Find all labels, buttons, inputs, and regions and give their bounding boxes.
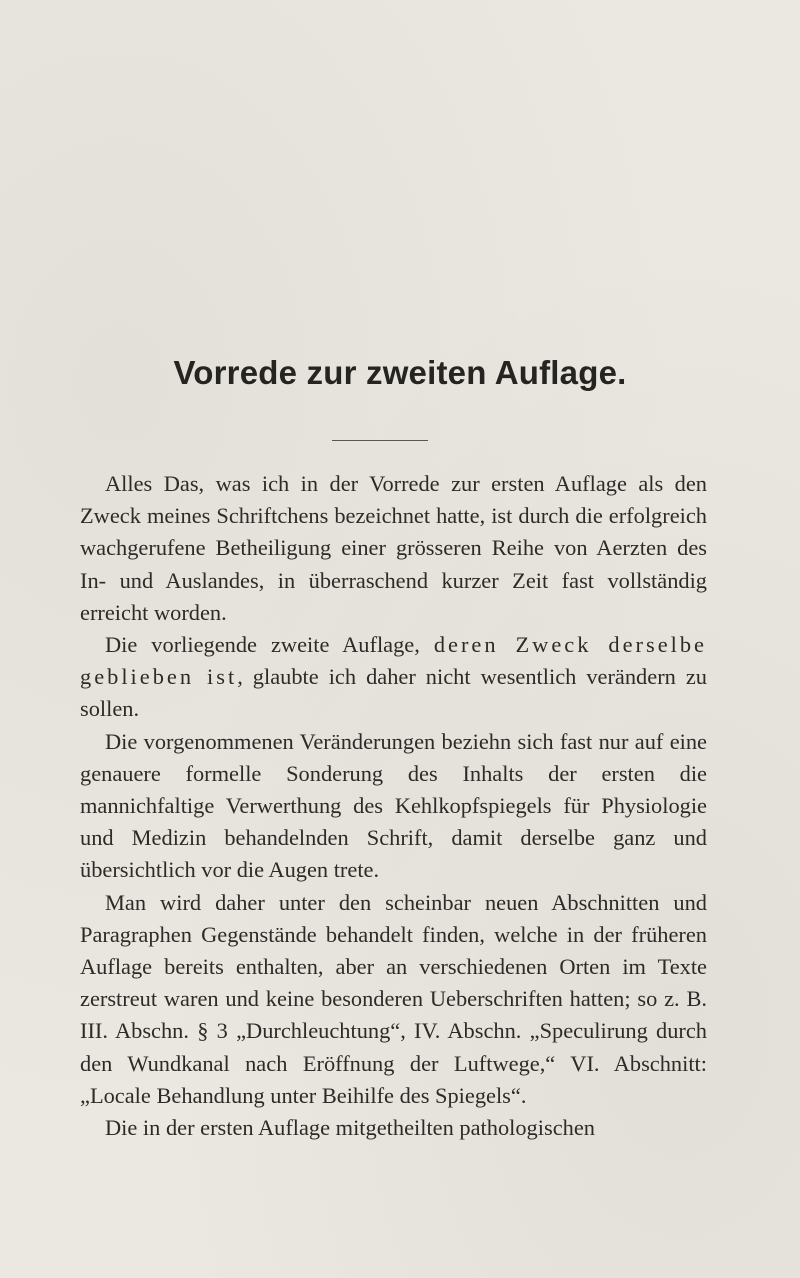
preface-body (80, 468, 707, 1144)
paragraph-2-start: Die vorliegende zweite Auflage, (105, 632, 434, 658)
paragraph-5: Die in der ersten Auflage mitgetheilten pathologischen (105, 1115, 595, 1141)
page-title: Vorrede zur zweiten Auflage. (173, 354, 627, 391)
paragraph-2-end: , glaubte ich daher nicht wesentlich verändern zu sollen. (80, 664, 707, 722)
paragraph-3: Die vorgenommenen Veränderungen beziehn sich fast nur auf eine genauere formelle Sonderung des Inhalts der ersten die mannichfaltige Verwerthung des Kehlkopfspiegels für Physiologie und Medizin behandelnden Schrift, damit derselbe ganz und übersichtlich vor die Augen trete. (80, 728, 707, 883)
title-divider (332, 440, 428, 441)
paragraph-1: Alles Das, was ich in der Vorrede zur ersten Auflage als den Zweck meines Schriftchens bezeichnet hatte, ist durch die erfolgreich wachgerufene Betheiligung einer grösseren Reihe von Aerzten des In- und Auslandes, in überraschend kurzer Zeit fast vollständig erreicht worden. (80, 471, 707, 625)
paragraph-2-emphasis: deren Zweck derselbe geblieben ist (80, 632, 707, 690)
paragraph-2 (80, 629, 707, 726)
paragraph-4: Man wird daher unter den scheinbar neuen Abschnitten und Paragraphen Gegenstände behandelt finden, welche in der früheren Auflage bereits enthalten, aber an verschiedenen Orten im Texte zerstreut waren und keine besonderen Ueberschriften hatten; so z. B. III. Abschn. § 3 „Durchleuchtung“, IV. Abschn. „Speculirung durch den Wundkanal nach Eröffnung der Luftwege,“ VI. Abschnitt: „Locale Behandlung unter Beihilfe des Spiegels“. (80, 889, 707, 1108)
